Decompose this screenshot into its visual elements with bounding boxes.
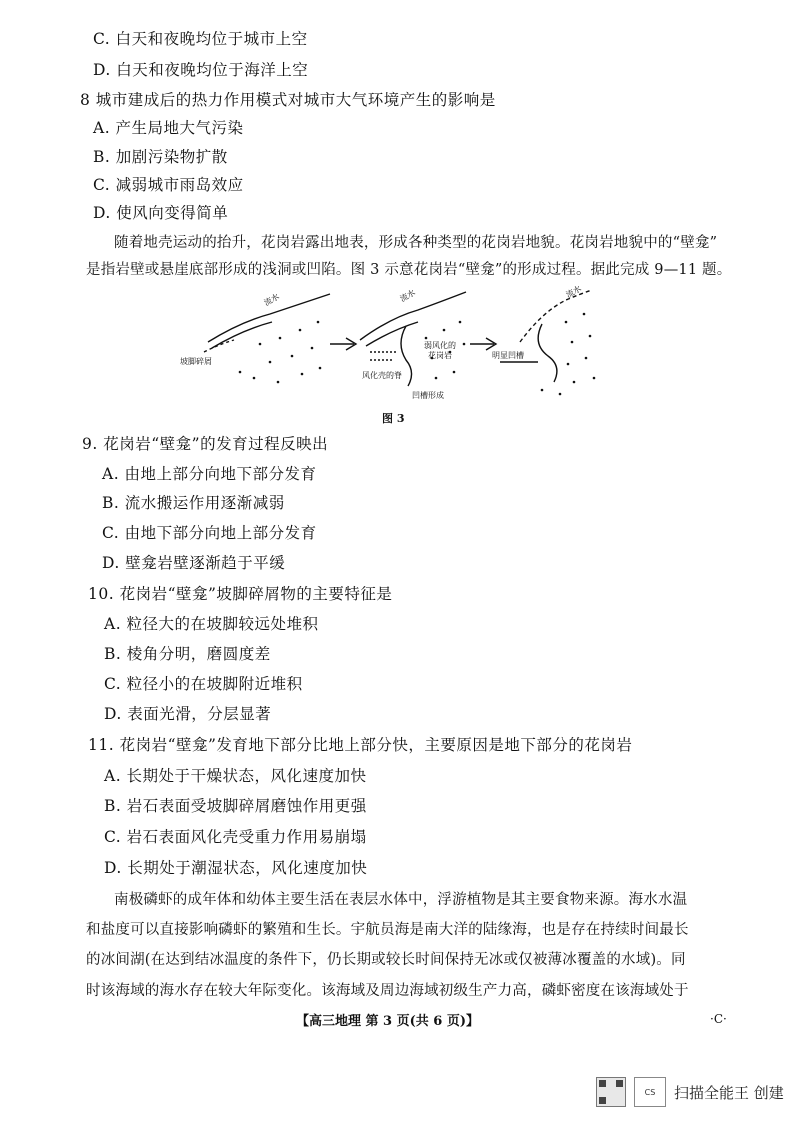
passage1-line2: 是指岩壁或悬崖底部形成的浅洞或凹陷。图 3 示意花岗岩“壁龛”的形成过程。据此完成 9—11 题。: [86, 262, 732, 278]
q8-option-a: A. 产生局地大气污染: [93, 119, 244, 137]
label-flow-1: 流水: [262, 291, 281, 308]
q11-option-d: D. 长期处于潮湿状态，风化速度加快: [104, 859, 368, 877]
panel2-niche-curve: [401, 326, 412, 386]
q9-option-d: D. 壁龛岩壁逐渐趋于平缓: [102, 554, 286, 572]
passage2-line4: 时该海域的海水存在较大年际变化。该海域及周边海域初级生产力高，磷虾密度在该海域处于: [86, 983, 689, 999]
q7-option-d: D. 白天和夜晚均位于海洋上空: [93, 61, 309, 79]
scanner-logo-icon: CS: [634, 1077, 666, 1107]
label-niche: 明显凹槽: [492, 351, 524, 360]
panel2-slope-surface: [360, 292, 466, 340]
scanner-label: 扫描全能王 创建: [674, 1083, 784, 1102]
q8-option-c: C. 减弱城市雨岛效应: [93, 176, 244, 194]
q10-stem: 10. 花岗岩“壁龛”坡脚碎屑物的主要特征是: [88, 585, 393, 603]
q10-option-b: B. 棱角分明，磨圆度差: [104, 645, 271, 663]
q8-stem: 8 城市建成后的热力作用模式对城市大气环境产生的影响是: [80, 91, 496, 109]
passage1-line1: 随着地壳运动的抬升，花岗岩露出地表，形成各种类型的花岗岩地貌。花岗岩地貌中的“壁龛”: [114, 235, 718, 251]
q11-stem: 11. 花岗岩“壁龛”发育地下部分比地上部分快，主要原因是地下部分的花岗岩: [88, 736, 633, 754]
panel3-niche-curve: [538, 324, 557, 382]
label-niche-form: 凹槽形成: [412, 391, 444, 400]
q10-option-c: C. 粒径小的在坡脚附近堆积: [104, 675, 303, 693]
q8-option-d: D. 使风向变得简单: [93, 204, 229, 222]
q9-option-b: B. 流水搬运作用逐渐减弱: [102, 494, 285, 512]
q7-option-c: C. 白天和夜晚均位于城市上空: [93, 30, 308, 48]
q11-option-a: A. 长期处于干燥状态，风化速度加快: [104, 767, 367, 785]
label-flow-3: 流水: [564, 283, 583, 300]
panel2-flow-line: [366, 322, 418, 346]
qr-code-icon: [596, 1077, 626, 1107]
figure-caption: 图 3: [382, 412, 405, 425]
granite-niche-figure: [170, 282, 610, 410]
q9-stem: 9. 花岗岩“壁龛”的发育过程反映出: [82, 435, 329, 453]
page-footer: 【高三地理 第 3 页(共 6 页)】: [296, 1014, 480, 1029]
scanner-watermark: [596, 1074, 784, 1110]
q8-option-b: B. 加剧污染物扩散: [93, 148, 228, 166]
footer-code: ·C·: [710, 1012, 727, 1026]
passage2-line1: 南极磷虾的成年体和幼体主要生活在表层水体中，浮游植物是其主要食物来源。海水水温: [114, 892, 688, 908]
q10-option-a: A. 粒径大的在坡脚较远处堆积: [104, 615, 319, 633]
label-granite: 花岗岩: [428, 351, 452, 360]
q10-option-d: D. 表面光滑，分层显著: [104, 705, 272, 723]
label-flow-2: 流水: [398, 287, 417, 304]
q9-option-a: A. 由地上部分向地下部分发育: [102, 465, 317, 483]
q11-option-c: C. 岩石表面风化壳受重力作用易崩塌: [104, 828, 367, 846]
q9-option-c: C. 由地下部分向地上部分发育: [102, 524, 317, 542]
passage2-line3: 的冰间湖(在达到结冰温度的条件下，仍长期或较长时间保持无冰或仅被薄冰覆盖的水域)。同: [86, 952, 686, 968]
label-debris: 坡脚碎屑: [180, 357, 212, 366]
label-crust: 风化壳的脊: [362, 371, 402, 380]
label-weathered: 弱风化的: [424, 341, 456, 350]
panel2-weathered-zone: [370, 352, 396, 360]
passage2-line2: 和盐度可以直接影响磷虾的繁殖和生长。宇航员海是南大洋的陆缘海，也是存在持续时间最长: [86, 922, 689, 938]
panel3-slope-surface: [520, 290, 592, 342]
q11-option-b: B. 岩石表面受坡脚碎屑磨蚀作用更强: [104, 797, 367, 815]
